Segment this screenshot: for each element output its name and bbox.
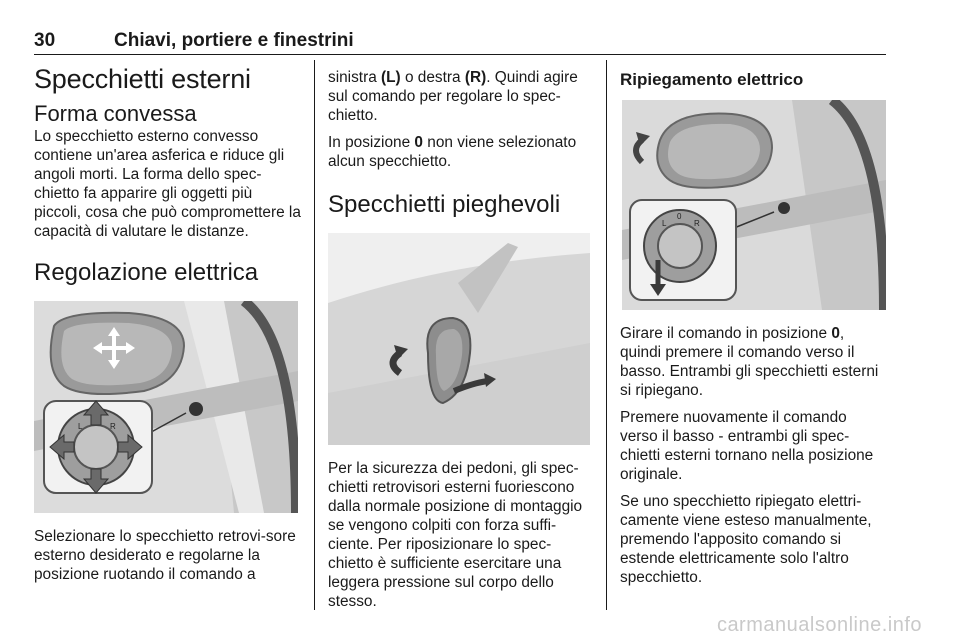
- knob-label-l: L: [78, 422, 83, 431]
- mirror-adjust-illustration: [34, 301, 298, 513]
- folding-text: Per la sicurezza dei pedoni, gli spec-chietti retrovisori esterni fuoriescono dalla normale posizione di montaggio se vengono colpiti con forza suffi-ciente. Per riposizionare lo spec-chietto è sufficiente esercitare una leggera pressione sul corpo dello stesso.: [328, 460, 583, 610]
- neutral-position-text: In posizione 0 non viene selezionato alcun specchietto.: [328, 134, 577, 170]
- page-header: [34, 30, 886, 55]
- selector-text: sinistra (L) o destra (R). Quindi agire sul comando per regolare lo spec-chietto.: [328, 69, 578, 124]
- watermark: carmanualsonline.info: [716, 614, 922, 636]
- section-title: Specchietti esterni: [34, 64, 251, 94]
- convex-heading: Forma convessa: [34, 101, 197, 126]
- manual-extend-text: Se uno specchietto ripiegato elettri-camente viene esteso manualmente, premendo l'apposito comando si estende elettricamente solo l'altro specchietto.: [620, 493, 872, 586]
- convex-text: Lo specchietto esterno convesso contiene un'area asferica e riduce gli angoli morti. La forma dello spec-chietto fa apparire gli oggetti più piccoli, cosa che può compromettere la capacità di valutare le distanze.: [34, 128, 301, 240]
- column-3: [620, 60, 888, 595]
- fold-instructions-text: Girare il comando in posizione 0, quindi premere il comando verso il basso. Entrambi gli specchietti esterni si ripiegano.: [620, 325, 879, 399]
- unfold-instructions-text: Premere nuovamente il comando verso il basso - entrambi gli spec-chietti esterni tornano nella posizione originale.: [620, 409, 874, 483]
- knob-label-0: 0: [677, 212, 682, 221]
- page-number: 30: [34, 30, 56, 51]
- adjust-text: Selezionare lo specchietto retrovi-sore esterno desiderato e regolarne la posizione ruotando il comando a: [34, 528, 296, 583]
- electric-folding-illustration: [622, 100, 886, 310]
- knob-label-r: R: [110, 422, 116, 431]
- adjust-heading: Regolazione elettrica: [34, 259, 259, 286]
- column-divider: [314, 60, 315, 610]
- knob-label-r: R: [694, 219, 700, 228]
- column-divider: [606, 60, 607, 610]
- knob-label-l: L: [662, 219, 667, 228]
- column-1: [34, 60, 302, 592]
- electric-folding-heading: Ripiegamento elettrico: [620, 70, 804, 89]
- folding-heading: Specchietti pieghevoli: [328, 191, 561, 218]
- column-2: [328, 60, 592, 619]
- folding-mirror-illustration: [328, 233, 590, 445]
- running-title: Chiavi, portiere e finestrini: [114, 30, 354, 51]
